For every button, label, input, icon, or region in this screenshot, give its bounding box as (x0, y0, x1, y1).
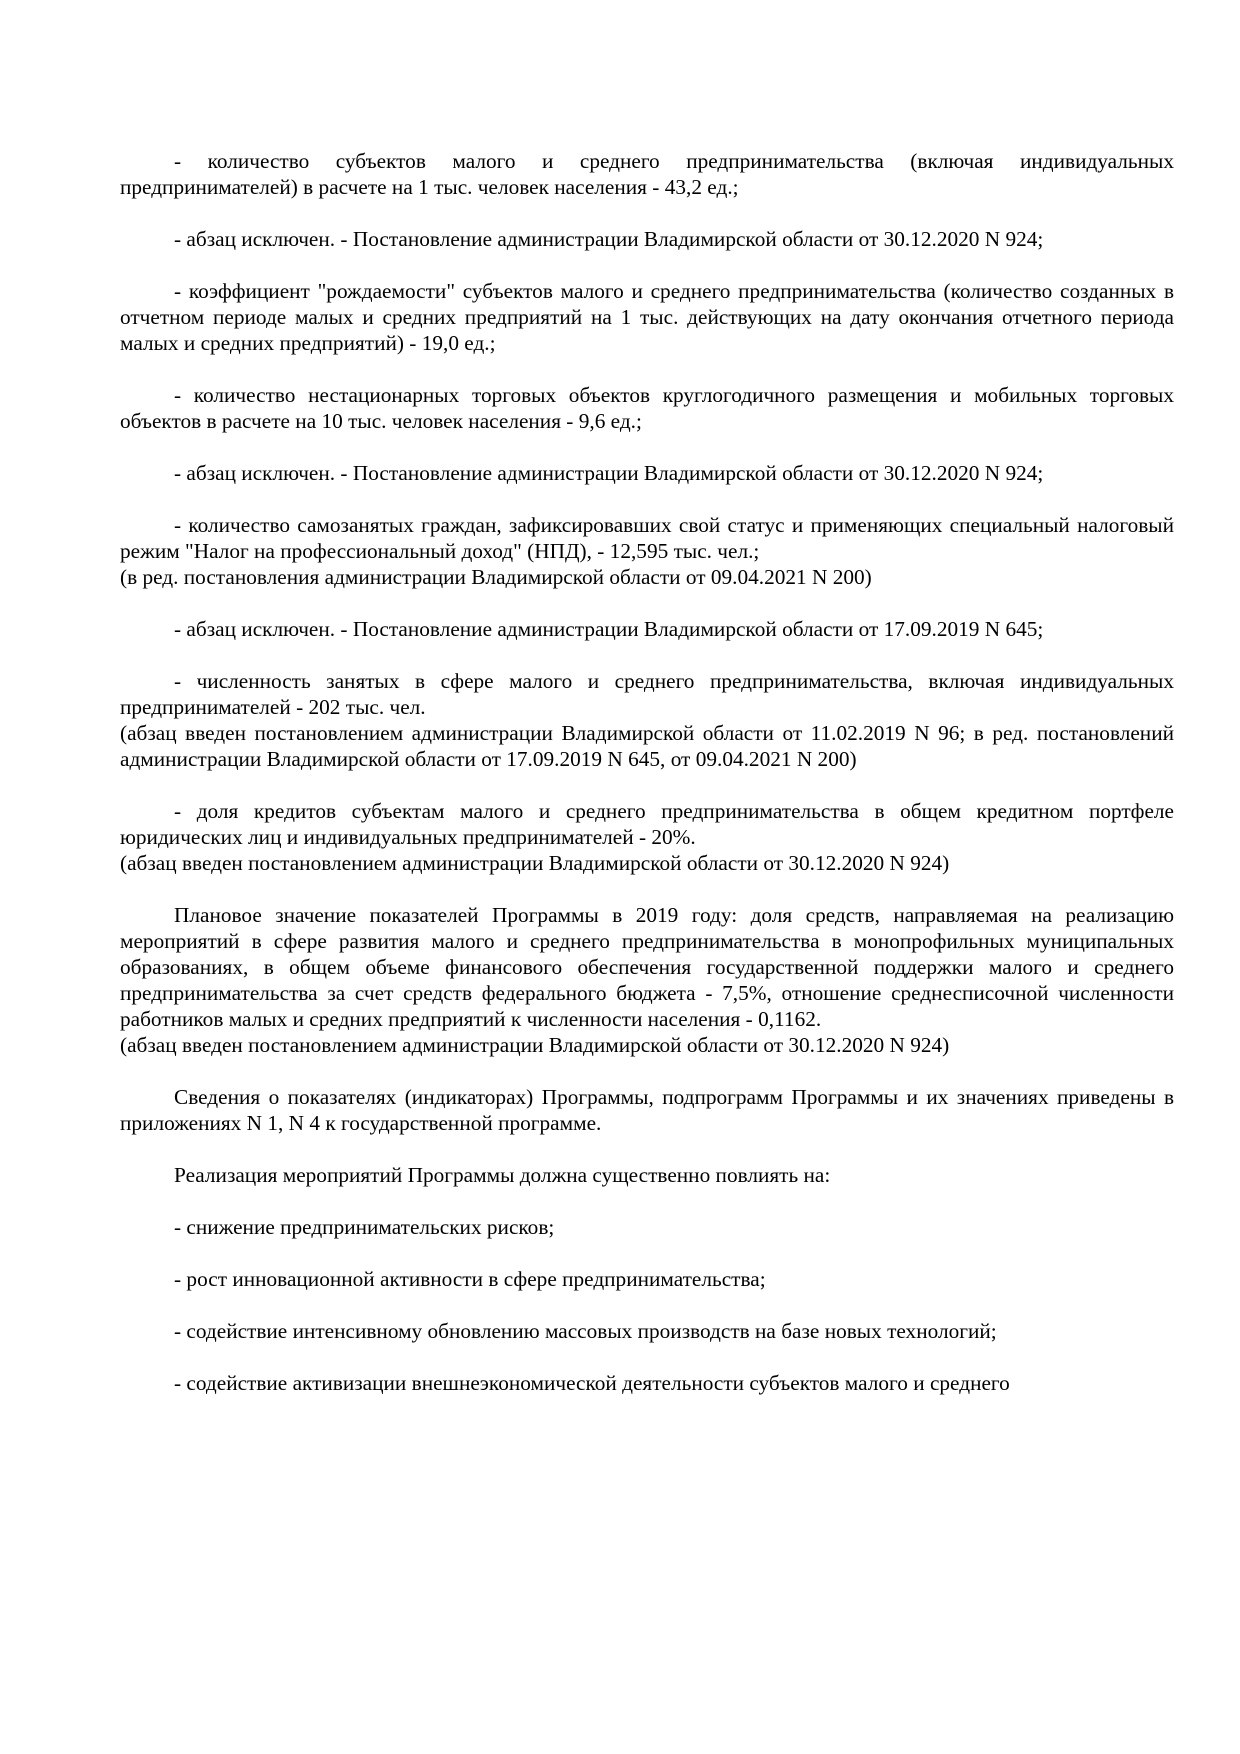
paragraph-excluded-2 (120, 460, 1174, 486)
paragraph-text: - снижение предпринимательских рисков; (174, 1215, 555, 1239)
paragraph-text: - коэффициент "рождаемости" субъектов малого и среднего предпринимательства (количество созданных в отчетном периоде малых и средних предприятий на 1 тыс. действующих на дату окончания отчетного периода малых и средних предприятий) - 19,0 ед.; (120, 279, 1174, 355)
list-item-risk-reduction (120, 1214, 1174, 1240)
amendment-note: (абзац введен постановлением администрации Владимирской области от 30.12.2020 N 924) (120, 851, 950, 875)
paragraph-text: - содействие активизации внешнеэкономической деятельности субъектов малого и среднего (174, 1371, 1010, 1395)
paragraph-planned-values (120, 902, 1174, 1058)
paragraph-trade-objects (120, 382, 1174, 434)
list-item-foreign-trade (120, 1370, 1174, 1396)
paragraph-implementation-intro (120, 1162, 1174, 1188)
paragraph-indicators-info (120, 1084, 1174, 1136)
paragraph-text: - количество субъектов малого и среднего предпринимательства (включая индивидуальных предпринимателей) в расчете на 1 тыс. человек населения - 43,2 ед.; (120, 149, 1174, 199)
paragraph-text: Сведения о показателях (индикаторах) Программы, подпрограмм Программы и их значениях приведены в приложениях N 1, N 4 к государственной программе. (120, 1085, 1174, 1135)
paragraph-excluded-3 (120, 616, 1174, 642)
document-page (120, 148, 1174, 1396)
amendment-note: (абзац введен постановлением администрации Владимирской области от 11.02.2019 N 96; в ред. постановлений администрации Владимирской области от 17.09.2019 N 645, от 09.04.2021 N 200) (120, 721, 1174, 771)
paragraph-excluded-1 (120, 226, 1174, 252)
paragraph-text: Реализация мероприятий Программы должна существенно повлиять на: (174, 1163, 831, 1187)
list-item-production-renewal (120, 1318, 1174, 1344)
paragraph-text: - численность занятых в сфере малого и среднего предпринимательства, включая индивидуальных предпринимателей - 202 тыс. чел. (120, 669, 1174, 719)
paragraph-text: - доля кредитов субъектам малого и среднего предпринимательства в общем кредитном портфеле юридических лиц и индивидуальных предпринимателей - 20%. (120, 799, 1174, 849)
paragraph-credit-share (120, 798, 1174, 876)
paragraph-birth-rate (120, 278, 1174, 356)
paragraph-text: - абзац исключен. - Постановление администрации Владимирской области от 30.12.2020 N 924; (174, 461, 1044, 485)
paragraph-text: - абзац исключен. - Постановление администрации Владимирской области от 30.12.2020 N 924; (174, 227, 1044, 251)
paragraph-text: - количество нестационарных торговых объектов круглогодичного размещения и мобильных торговых объектов в расчете на 10 тыс. человек населения - 9,6 ед.; (120, 383, 1174, 433)
paragraph-self-employed (120, 512, 1174, 590)
paragraph-text: Плановое значение показателей Программы в 2019 году: доля средств, направляемая на реализацию мероприятий в сфере развития малого и среднего предпринимательства в монопрофильных муниципальных образованиях, в общем объеме финансового обеспечения государственной поддержки малого и среднего предпринимательства за счет средств федерального бюджета - 7,5%, отношение среднесписочной численности работников малых и средних предприятий к численности населения - 0,1162. (120, 903, 1174, 1031)
paragraph-text: - содействие интенсивному обновлению массовых производств на базе новых технологий; (174, 1319, 997, 1343)
paragraph-smb-count (120, 148, 1174, 200)
amendment-note: (абзац введен постановлением администрации Владимирской области от 30.12.2020 N 924) (120, 1033, 950, 1057)
paragraph-text: - абзац исключен. - Постановление администрации Владимирской области от 17.09.2019 N 645; (174, 617, 1044, 641)
paragraph-text: - количество самозанятых граждан, зафиксировавших свой статус и применяющих специальный налоговый режим "Налог на профессиональный доход" (НПД), - 12,595 тыс. чел.; (120, 513, 1174, 563)
paragraph-employed-count (120, 668, 1174, 772)
amendment-note: (в ред. постановления администрации Владимирской области от 09.04.2021 N 200) (120, 565, 872, 589)
list-item-innovation-growth (120, 1266, 1174, 1292)
paragraph-text: - рост инновационной активности в сфере предпринимательства; (174, 1267, 766, 1291)
